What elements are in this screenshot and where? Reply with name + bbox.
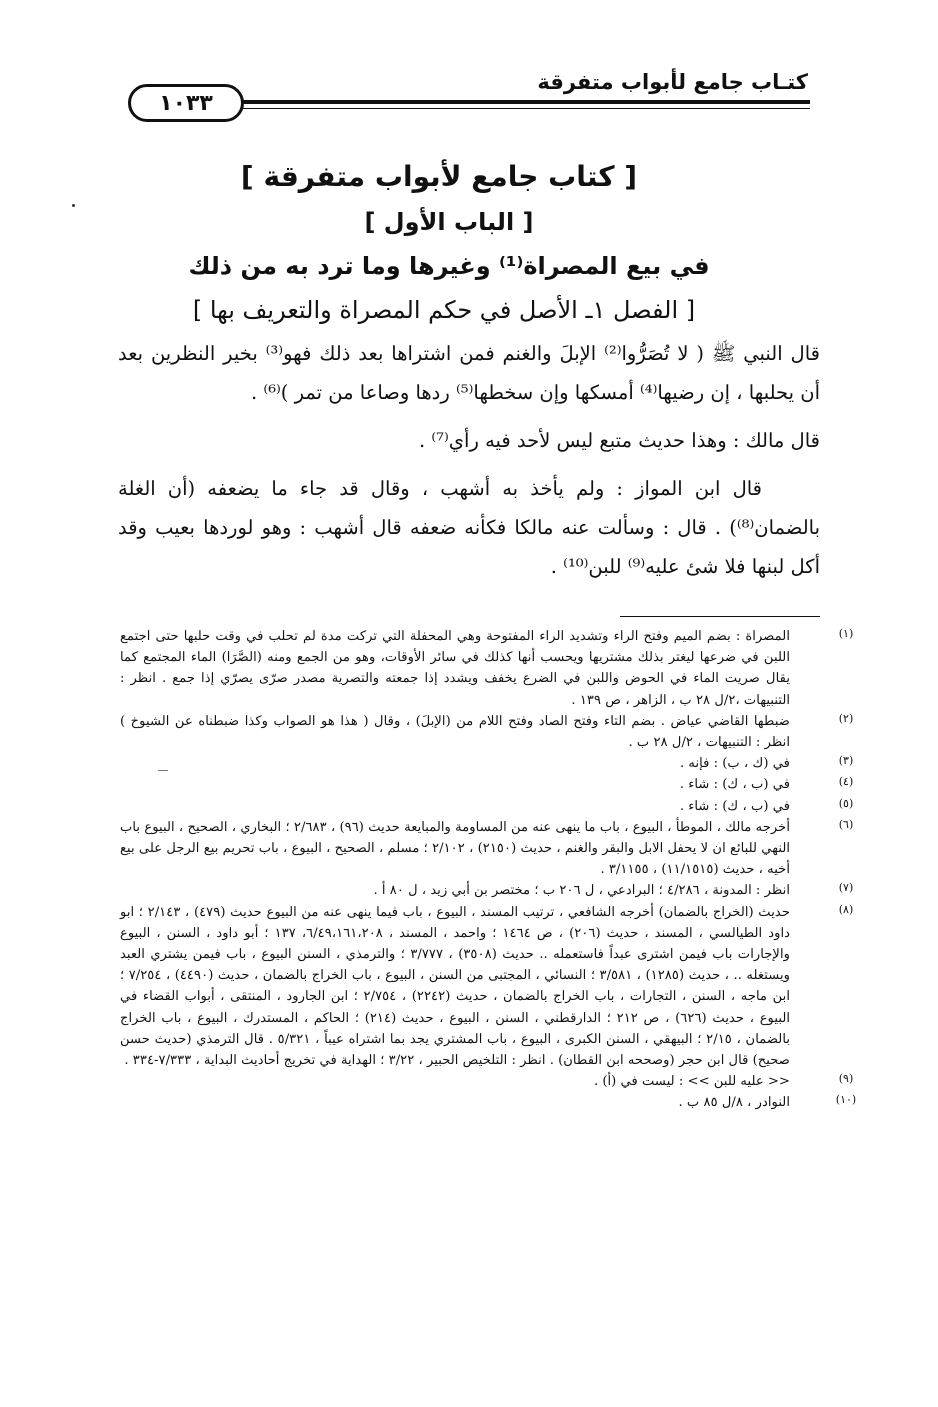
footnote-number: (١٠) — [835, 1093, 857, 1107]
footnote-rule — [620, 616, 820, 617]
footnote-text: حديث (الخراج بالضمان) أخرجه الشافعي ، ترتيب المسند ، البيوع ، باب فيما ينهى عنه من البيوع حديث (٤٧٩) ، ٢/١٤٣ ؛ ابو داود الطيالسي ، المسند ، حديث (٢٠٦) ، ص ١٤٦٤ ؛ واحمد ، المسند ، ٦/٤٩،١٦١،٢٠٨، ١٣٧ ؛ أبو داود ، السنن ، البيوع والإجارات باب فيمن اشترى عبداً فاستعمله .. حديث (٣٥٠٨) ، ٣/٧٧٧ ؛ والترمذي ، السنن البيوع ، باب فيمن يشتري العبد ويستغله .. ، حديث (١٢٨٥) ، ٣/٥٨١ ؛ النسائي ، المجتبى من السنن ، البيوع ، باب الخراج بالضمان ، حديث (٤٤٩٠) ، ٧/٢٥٤ ؛ ابن ماجه ، السنن ، التجارات ، باب الخراج بالضمان ، حديث (٢٢٤٢) ، ٢/٧٥٤ ؛ ابن الجارود ، المنتقى ، أبواب القضاء في البيوع ، حديث (٦٢٦) ، ص ٢١٢ ؛ الدارقطني ، السنن ، البيوع ، حديث (٢١٤) ؛ الحاكم ، المستدرك ، البيوع ، باب الخراج بالضمان ، ٢/١٥ ؛ البيهقي ، السنن الكبرى ، البيوع ، باب المشتري يجد بما اشتراه عيباً ، ٥/٣٢١ . قال الترمذي (حديث حسن صحيح) قال ابن حجر (وصححه ابن القطان) . انظر : التلخيص الحبير ، ٣/٢٢ ؛ الهداية في تخريج أحاديث البداية ، ٧/٣٣٣-٣٣٤ . — [120, 904, 791, 1069]
header-rule — [210, 100, 810, 104]
footnote-text: في (ب ، ك) : شاء . — [679, 777, 790, 793]
footnote-text: انظر : المدونة ، ٤/٢٨٦ ؛ البرادعي ، ل ٢٠٦ ب ؛ مختصر بن أبي زيد ، ل ٨٠ أ . — [373, 883, 790, 899]
footnote — [120, 774, 854, 795]
footnote-text: في (ك ، ب) : فإنه . — [680, 756, 790, 772]
footnote-text: ضبطها القاضي عياض . بضم التاء وفتح الصاد وفتح اللام من (الإبلَ) ، وقال ( هذا هو الصواب وكذا ضبطناه عن الشيوخ ) انظر : التنبيهات ، ٢/ل ٢٨ ب . — [120, 713, 790, 751]
footnote-number: (٥) — [838, 796, 854, 810]
scan-speck — [158, 770, 168, 771]
book-title: [ كتاب جامع لأبواب متفرقة ] — [240, 160, 638, 193]
paragraph: قال ابن المواز : ولم يأخذ به أشهب ، وقال قد جاء ما يضعفه (أن الغلة بالضمان⁽⁸⁾) . قال : وسألت عنه مالكا فكأنه ضعفه قال أشهب : وهو لوردها بعيب وقد أكل لبنها فلا شئ عليه⁽⁹⁾ للبن⁽¹⁰⁾ . — [118, 477, 820, 578]
footnote-text: في (ب ، ك) : شاء . — [679, 798, 790, 814]
footnote-text: << عليه للبن >> : ليست في (أ) . — [593, 1074, 790, 1090]
footnote-text: المصراة : بضم الميم وفتح الراء وتشديد الراء المفتوحة وهي المحفلة التي تركت مدة لم تحلب في وقت حلبها حتى اجتمع اللبن في ضرعها ليغتر بذلك مشتريها ويحسب أنها كذلك في سائر الأوقات، وهو من الجمع ومنه (الصَّرَا) الماء المجتمع كما يقال صريت الماء في الحوض واللبن في الضرع يخفف ويشدد إذا جمعته والتصرية مصدر صرّى يصرّي إذا جمع . انظر : التنبيهات ،٢/ل ٢٨ ب ، الزاهر ، ص ١٣٩ . — [120, 629, 790, 708]
footnotes — [120, 626, 857, 1114]
footnote-text: النوادر ، ٨/ل ٨٥ ب . — [678, 1095, 790, 1111]
page-number-frame — [128, 84, 244, 122]
footnote-number: (٩) — [838, 1072, 854, 1086]
footnote-number: (٧) — [838, 881, 854, 895]
paragraph: قال النبي ﷺ ( لا تُصَرُّوا⁽²⁾ الإبلَ والغنم فمن اشتراها بعد ذلك فهو⁽³⁾ بخير النظرين بعد أن يحلبها ، إن رضيها⁽⁴⁾ أمسكها وإن سخطها⁽⁵⁾ ردها وصاعا من تمر )⁽⁶⁾ . — [118, 342, 820, 404]
chapter-title: [ الباب الأول ] — [364, 208, 534, 236]
footnote-number: (٨) — [838, 902, 854, 916]
page-number: ١٠٣٣ — [159, 90, 213, 116]
footnote — [120, 817, 854, 881]
footnote — [120, 1092, 857, 1113]
footnote — [120, 626, 854, 711]
scan-speck — [72, 204, 75, 207]
running-title: كتـاب جامع لأبواب متفرقة — [537, 70, 808, 94]
paragraph: قال مالك : وهذا حديث متبع ليس لأحد فيه رأي⁽⁷⁾ . — [418, 429, 820, 452]
footnote — [120, 753, 854, 774]
footnote-number: (٦) — [838, 817, 854, 831]
fasl-title: [ الفصل ١ـ الأصل في حكم المصراة والتعريف بها ] — [192, 296, 696, 324]
footnote — [120, 711, 854, 753]
footnote-number: (٣) — [838, 754, 854, 768]
header-rule-thin — [210, 108, 810, 109]
footnote — [120, 880, 854, 901]
main-text — [118, 334, 820, 595]
footnote-text: أخرجه مالك ، الموطأ ، البيوع ، باب ما ينهى عنه من المساومة والمبايعة حديث (٩٦) ، ٢/٦٨٣ ؛ البخاري ، الصحيح ، البيوع باب النهي للبائع ان لا يحفل الابل والبقر والغنم ، حديث (٢١٥٠) ، ٢/١٠٢ ؛ مسلم ، الصحيح ، البيوع ، باب تحريم بيع الرجل على بيع أخيه ، حديث (١١/١٥١٥) ، ٣/١١٥٥ . — [120, 819, 790, 878]
footnote — [120, 1071, 854, 1092]
footnote-number: (٤) — [838, 775, 854, 789]
footnote — [120, 796, 854, 817]
section-title: في بيع المصراة⁽¹⁾ وغيرها وما ترد به من ذلك — [188, 252, 710, 280]
footnote — [120, 902, 854, 1072]
footnote-number: (١) — [838, 627, 854, 640]
footnote-number: (٢) — [838, 711, 854, 725]
